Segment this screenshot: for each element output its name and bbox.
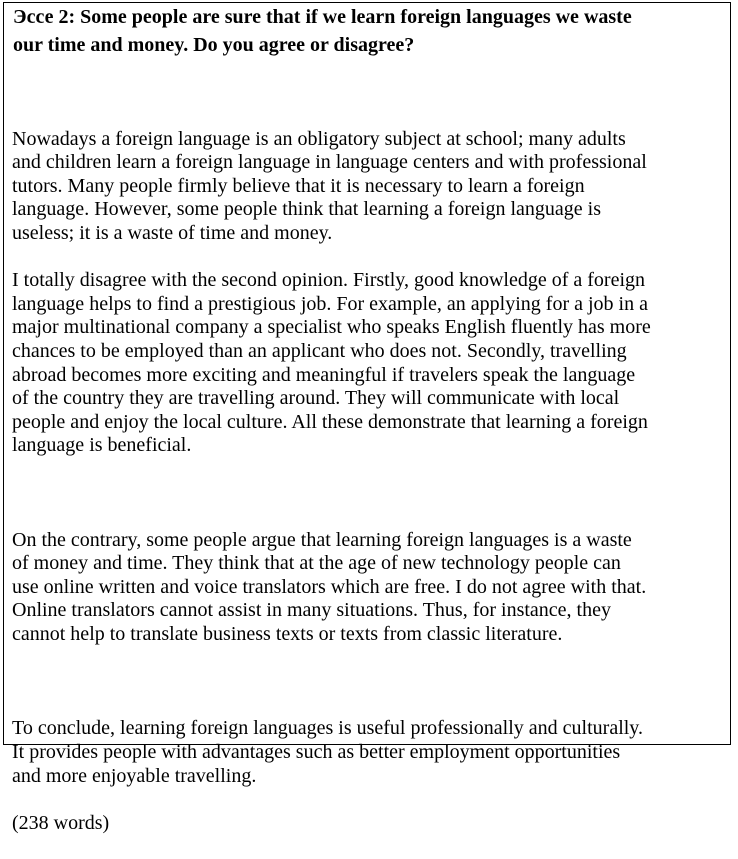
paragraph-opinion: I totally disagree with the second opinion. Firstly, good knowledge of a foreign language helps to find a prestigious job. For example, an applying for a job in a major multinational company a specialist who speaks English fluently has more chances to be employed than an applicant who does not. Secondly, travelling abroad becomes more exciting and meaningful if travelers speak the language of the country they are travelling around. They will communicate with local people and enjoy the local culture. All these demonstrate that learning a foreign language is beneficial. <box>12 269 651 457</box>
essay-title: Эссе 2: Some people are sure that if we learn foreign languages we waste our time and money. Do you agree or disagree? <box>13 6 632 56</box>
paragraph-counterargument: On the contrary, some people argue that learning foreign languages is a waste of money and time. They think that at the age of new technology people can use online written and voice translators which are free. I do not agree with that. Online translators cannot assist in many situations. Thus, for instance, they cannot help to translate business texts or texts from classic literature. <box>12 528 647 646</box>
word-count: (238 words) <box>12 811 110 834</box>
paragraph-conclusion: To conclude, learning foreign languages is useful professionally and culturally. It provides people with advantages such as better employment opportunities and more enjoyable travelling. <box>12 717 644 787</box>
essay-body <box>12 104 724 859</box>
paragraph-introduction: Nowadays a foreign language is an obligatory subject at school; many adults and children learn a foreign language in language centers and with professional tutors. Many people firmly believe that it is necessary to learn a foreign language. However, some people think that learning a foreign language is useless; it is a waste of time and money. <box>12 127 647 244</box>
essay-frame <box>3 2 731 834</box>
paragraph-spacer <box>12 670 724 694</box>
paragraph-spacer <box>12 482 724 506</box>
